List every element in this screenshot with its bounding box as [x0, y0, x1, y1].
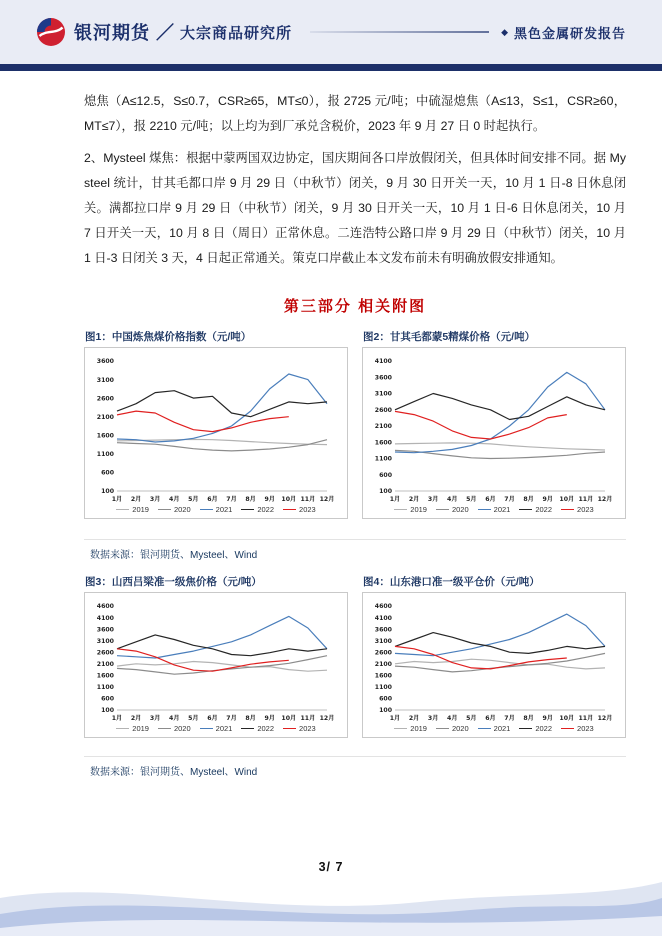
legend-item-2020: 2020 — [158, 505, 191, 514]
legend-item-2021: 2021 — [478, 505, 511, 514]
svg-text:7月: 7月 — [504, 715, 515, 722]
report-type-label: 黑色金属研发报告 — [513, 25, 626, 41]
legend-item-2022: 2022 — [241, 724, 274, 733]
legend-swatch-icon — [436, 509, 449, 510]
svg-text:10月: 10月 — [281, 496, 297, 503]
legend-item-2020: 2020 — [158, 724, 191, 733]
svg-text:4月: 4月 — [169, 715, 180, 722]
svg-text:100: 100 — [101, 488, 114, 496]
legend-item-2023: 2023 — [561, 724, 594, 733]
legend-swatch-icon — [200, 728, 213, 729]
legend-item-2019: 2019 — [394, 505, 427, 514]
header-rule — [0, 64, 662, 71]
legend-swatch-icon — [561, 728, 574, 729]
svg-text:100: 100 — [379, 488, 392, 496]
svg-text:11月: 11月 — [578, 496, 594, 503]
svg-text:3100: 3100 — [374, 390, 392, 398]
svg-text:2月: 2月 — [408, 715, 420, 722]
svg-text:9月: 9月 — [264, 715, 275, 722]
svg-text:8月: 8月 — [245, 496, 256, 503]
svg-text:8月: 8月 — [245, 715, 256, 722]
figure-3-canvas — [87, 599, 335, 723]
page-separator: / — [326, 860, 331, 874]
legend-swatch-icon — [241, 728, 254, 729]
svg-text:5月: 5月 — [466, 496, 477, 503]
svg-text:4月: 4月 — [169, 496, 180, 503]
figure-4-title: 图4：山东港口准一级平仓价（元/吨） — [363, 576, 540, 588]
svg-text:9月: 9月 — [542, 496, 553, 503]
svg-text:8月: 8月 — [523, 496, 534, 503]
svg-text:2600: 2600 — [96, 649, 114, 657]
svg-text:4100: 4100 — [96, 614, 114, 622]
figure-4-legend — [365, 723, 623, 737]
legend-swatch-icon — [478, 728, 491, 729]
svg-text:11月: 11月 — [300, 496, 316, 503]
footer-wave-decoration — [0, 872, 662, 936]
page-total: 7 — [335, 860, 344, 874]
svg-text:3600: 3600 — [96, 626, 114, 634]
legend-item-2022: 2022 — [241, 505, 274, 514]
svg-text:5月: 5月 — [466, 715, 477, 722]
legend-swatch-icon — [158, 509, 171, 510]
svg-text:2月: 2月 — [130, 496, 142, 503]
brand-department: 大宗商品研究所 — [180, 24, 293, 42]
legend-swatch-icon — [158, 728, 171, 729]
galaxy-futures-logo-icon — [36, 17, 66, 47]
svg-text:4600: 4600 — [96, 603, 114, 611]
svg-text:3月: 3月 — [427, 715, 439, 722]
svg-text:4600: 4600 — [374, 603, 392, 611]
report-body — [0, 71, 662, 778]
figure-2-canvas — [365, 354, 613, 504]
svg-text:10月: 10月 — [559, 715, 575, 722]
figure-3 — [84, 574, 348, 738]
svg-text:2600: 2600 — [374, 406, 392, 414]
legend-item-2023: 2023 — [561, 505, 594, 514]
legend-item-2020: 2020 — [436, 724, 469, 733]
legend-item-2021: 2021 — [200, 505, 233, 514]
svg-text:7月: 7月 — [504, 496, 515, 503]
svg-text:3月: 3月 — [149, 496, 161, 503]
legend-swatch-icon — [241, 509, 254, 510]
figure-3-plot-area — [84, 592, 348, 738]
svg-text:1月: 1月 — [389, 715, 401, 722]
legend-swatch-icon — [394, 509, 407, 510]
svg-text:3100: 3100 — [374, 637, 392, 645]
header-divider-line — [310, 31, 489, 33]
svg-text:12月: 12月 — [597, 496, 613, 503]
svg-text:6月: 6月 — [207, 715, 218, 722]
legend-swatch-icon — [200, 509, 213, 510]
svg-text:3月: 3月 — [427, 496, 439, 503]
svg-text:7月: 7月 — [226, 496, 237, 503]
svg-text:3600: 3600 — [374, 626, 392, 634]
legend-swatch-icon — [116, 509, 129, 510]
svg-text:1月: 1月 — [111, 496, 123, 503]
svg-text:1600: 1600 — [96, 672, 114, 680]
legend-item-2022: 2022 — [519, 505, 552, 514]
legend-swatch-icon — [561, 509, 574, 510]
svg-text:6月: 6月 — [485, 715, 496, 722]
svg-text:1月: 1月 — [111, 715, 123, 722]
report-header — [0, 0, 662, 64]
legend-swatch-icon — [283, 509, 296, 510]
svg-text:1月: 1月 — [389, 496, 401, 503]
brand-separator: ／ — [156, 23, 174, 43]
svg-text:12月: 12月 — [319, 715, 335, 722]
legend-swatch-icon — [519, 509, 532, 510]
charts-row-1 — [84, 329, 626, 519]
legend-item-2023: 2023 — [283, 505, 316, 514]
svg-text:2100: 2100 — [374, 660, 392, 668]
diamond-icon: ◆ — [501, 26, 508, 37]
paragraph-coke-price: 熄焦（A≤12.5，S≤0.7，CSR≥65，MT≤0），报 2725 元/吨；中硫湿熄焦（A≤13，S≤1，CSR≥60，MT≤7），报 2210 元/吨；以上均为到厂承兑含税价，2023 年 9 月 27 日 0 时起执行。 — [84, 94, 626, 133]
svg-text:1100: 1100 — [96, 684, 114, 692]
svg-text:4100: 4100 — [374, 614, 392, 622]
figure-3-title: 图3：山西吕梁准一级焦价格（元/吨） — [85, 576, 262, 588]
svg-text:600: 600 — [379, 695, 392, 703]
svg-text:8月: 8月 — [523, 715, 534, 722]
figure-1-plot-area — [84, 347, 348, 519]
svg-text:5月: 5月 — [188, 715, 199, 722]
section-title: 第三部分 相关附图 — [283, 298, 427, 315]
svg-text:600: 600 — [379, 471, 392, 479]
figure-4-plot-area — [362, 592, 626, 738]
svg-text:1600: 1600 — [96, 432, 114, 440]
brand-name: 银河期货 — [74, 23, 150, 43]
legend-swatch-icon — [116, 728, 129, 729]
legend-swatch-icon — [436, 728, 449, 729]
svg-text:11月: 11月 — [578, 715, 594, 722]
svg-text:6月: 6月 — [485, 496, 496, 503]
legend-item-2020: 2020 — [436, 505, 469, 514]
svg-text:9月: 9月 — [542, 715, 553, 722]
svg-text:2月: 2月 — [130, 715, 142, 722]
svg-text:12月: 12月 — [319, 496, 335, 503]
svg-text:2100: 2100 — [374, 423, 392, 431]
svg-text:2月: 2月 — [408, 496, 420, 503]
svg-text:3月: 3月 — [149, 715, 161, 722]
svg-text:2600: 2600 — [96, 395, 114, 403]
svg-text:3600: 3600 — [96, 358, 114, 366]
svg-text:5月: 5月 — [188, 496, 199, 503]
legend-item-2019: 2019 — [116, 505, 149, 514]
page-current: 3 — [318, 860, 327, 874]
svg-text:2600: 2600 — [374, 649, 392, 657]
figure-4-canvas — [365, 599, 613, 723]
svg-text:1100: 1100 — [374, 455, 392, 463]
legend-item-2022: 2022 — [519, 724, 552, 733]
legend-swatch-icon — [283, 728, 296, 729]
legend-item-2019: 2019 — [394, 724, 427, 733]
svg-text:3100: 3100 — [96, 376, 114, 384]
svg-text:2100: 2100 — [96, 413, 114, 421]
legend-item-2023: 2023 — [283, 724, 316, 733]
legend-item-2019: 2019 — [116, 724, 149, 733]
legend-swatch-icon — [394, 728, 407, 729]
svg-text:7月: 7月 — [226, 715, 237, 722]
svg-text:100: 100 — [379, 707, 392, 715]
paragraph-mysteel-notice: 2、Mysteel 煤焦：根据中蒙两国双边协定，国庆期间各口岸放假闭关，但具体时间安排不同。据 Mysteel 统计，甘其毛都口岸 9 月 29 日（中秋节）闭关，9 月 30 日开关一天，10 月 1 日-8 日休息闭关。满都拉口岸 9 月 29 日（中秋节）闭关，9 月 30 日开关一天，10 月 1 日-6 日休息闭关，10 月 7 日开关一天，10 月 8 日（周日）正常休息。二连浩特公路口岸 9 月 29 日（中秋节）闭关，10 月 1 日-3 日闭关 3 天，4 日起正常通关。策克口岸截止本文发布前未有明确放假安排通知。 — [84, 151, 626, 265]
figure-1 — [84, 329, 348, 519]
svg-text:600: 600 — [101, 469, 114, 477]
figure-4 — [362, 574, 626, 738]
svg-text:2100: 2100 — [96, 660, 114, 668]
svg-text:11月: 11月 — [300, 715, 316, 722]
svg-text:1100: 1100 — [374, 684, 392, 692]
legend-swatch-icon — [478, 509, 491, 510]
figure-2 — [362, 329, 626, 519]
datasource-note-1: 数据来源：银河期货、Mysteel、Wind — [84, 539, 626, 561]
svg-text:4月: 4月 — [447, 715, 458, 722]
charts-row-2 — [84, 574, 626, 738]
figure-2-title: 图2：甘其毛都蒙5精煤价格（元/吨） — [363, 331, 536, 343]
svg-text:4月: 4月 — [447, 496, 458, 503]
svg-text:100: 100 — [101, 707, 114, 715]
svg-text:3600: 3600 — [374, 374, 392, 382]
figure-1-title: 图1：中国炼焦煤价格指数（元/吨） — [85, 331, 252, 343]
svg-text:1600: 1600 — [374, 672, 392, 680]
svg-text:9月: 9月 — [264, 496, 275, 503]
svg-text:4100: 4100 — [374, 358, 392, 366]
svg-text:6月: 6月 — [207, 496, 218, 503]
figure-2-legend — [365, 504, 623, 518]
figure-1-canvas — [87, 354, 335, 504]
svg-text:3100: 3100 — [96, 637, 114, 645]
svg-text:1100: 1100 — [96, 451, 114, 459]
svg-text:600: 600 — [101, 695, 114, 703]
svg-text:12月: 12月 — [597, 715, 613, 722]
legend-item-2021: 2021 — [200, 724, 233, 733]
legend-swatch-icon — [519, 728, 532, 729]
figure-1-legend — [87, 504, 345, 518]
legend-item-2021: 2021 — [478, 724, 511, 733]
datasource-note-2: 数据来源：银河期货、Mysteel、Wind — [84, 756, 626, 778]
svg-text:10月: 10月 — [559, 496, 575, 503]
svg-text:1600: 1600 — [374, 439, 392, 447]
svg-text:10月: 10月 — [281, 715, 297, 722]
figure-2-plot-area — [362, 347, 626, 519]
figure-3-legend — [87, 723, 345, 737]
